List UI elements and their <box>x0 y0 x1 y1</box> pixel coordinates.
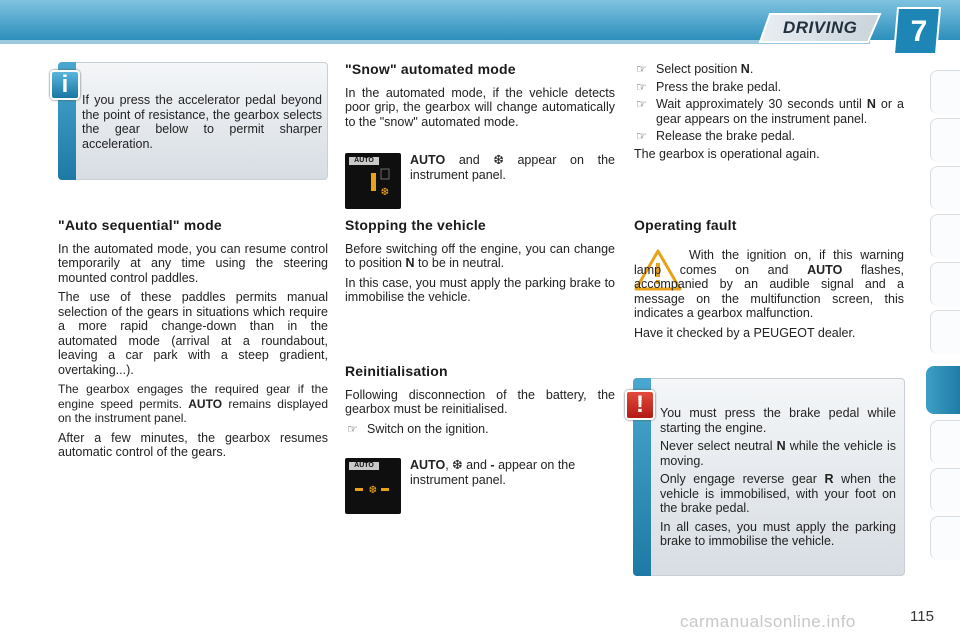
reinit-panel-display <box>345 458 401 514</box>
reinit-caption-d: appear on the instrument panel. <box>410 458 576 487</box>
warning-p2 <box>660 439 896 468</box>
step-bullet-3 <box>634 97 904 126</box>
operating-fault-p1-auto: AUTO <box>807 262 843 277</box>
pointing-hand-icon: ☞ <box>347 421 358 436</box>
snow-caption-rest: and ❆ appear on the instrument panel. <box>410 153 615 182</box>
auto-sequential-p3-c: remains displayed on the instrument panel. <box>58 396 328 425</box>
side-tab-2[interactable] <box>930 118 960 162</box>
warning-p2-n: N <box>776 439 786 453</box>
reinitialisation-bullet-1 <box>345 422 615 437</box>
side-tab-10[interactable] <box>930 516 960 560</box>
pointing-hand-icon: ☞ <box>636 62 647 76</box>
stopping-p1-a: Before switching off the engine, you can change to position <box>345 241 615 270</box>
info-icon: i <box>50 70 80 100</box>
operating-fault-p2: Have it checked by a PEUGEOT dealer. <box>634 325 856 340</box>
pointing-hand-icon: ☞ <box>636 129 647 143</box>
snow-mode-p1: In the automated mode, if the vehicle detects poor grip, the gearbox will change automatically to the "snow" automated mode. <box>345 85 615 129</box>
warning-p3-r: R <box>824 472 834 486</box>
side-tab-5[interactable] <box>930 262 960 306</box>
operating-fault-heading: Operating fault <box>634 217 737 233</box>
step-1-a: Select position <box>656 62 741 76</box>
auto-sequential-heading: "Auto sequential" mode <box>58 217 222 233</box>
reinit-caption-b: , ❆ and <box>445 458 491 472</box>
snow-mode-section <box>345 62 615 134</box>
step-3-a: Wait approximately 30 seconds until <box>656 97 867 111</box>
header-band <box>0 0 960 48</box>
reinitialisation-section <box>345 364 615 439</box>
stopping-p1-n: N <box>405 256 415 270</box>
warning-p3-a: Only engage reverse gear <box>660 472 825 486</box>
reinitialisation-p1: Following disconnection of the battery, the gearbox must be reinitialised. <box>345 387 615 416</box>
operating-fault-text <box>634 248 904 345</box>
reinit-caption-auto: AUTO <box>410 458 446 472</box>
warning-p3-c: when the vehicle is immobilised, with your foot on the brake pedal. <box>660 472 896 515</box>
step-bullet-2 <box>634 80 904 95</box>
step-1-n: N <box>740 62 750 76</box>
reinit-caption-dash: - <box>490 458 495 472</box>
snow-caption-auto: AUTO <box>410 153 446 167</box>
step-4-text: Release the brake pedal. <box>656 129 795 143</box>
auto-sequential-p3-auto: AUTO <box>188 396 223 411</box>
reinitialisation-heading: Reinitialisation <box>345 363 448 379</box>
operating-fault-section <box>634 218 904 242</box>
auto-sequential-p3-a: The gearbox engages the required gear if the engine speed permits. <box>58 382 328 411</box>
step-2-text: Press the brake pedal. <box>656 79 782 94</box>
snow-mode-panel-image <box>345 153 401 209</box>
svg-text:❆: ❆ <box>368 485 378 496</box>
auto-sequential-p3 <box>58 382 328 426</box>
step-1-c: . <box>749 62 754 76</box>
side-tab-7-active[interactable] <box>926 366 960 414</box>
warning-p2-c: while the vehicle is moving. <box>660 439 896 468</box>
stopping-p1-c: to be in neutral. <box>414 256 505 270</box>
side-tab-4[interactable] <box>930 214 960 258</box>
operating-fault-p1-a: With the ignition on, if this warning lamp comes on and <box>634 248 904 277</box>
auto-sequential-p4: After a few minutes, the gearbox resumes automatic control of the gears. <box>58 430 328 459</box>
step-bullet-1 <box>634 62 904 77</box>
operating-fault-p1 <box>634 248 904 321</box>
page-number: 115 <box>910 608 934 625</box>
warning-p4: In all cases, you must apply the parking brake to immobilise the vehicle. <box>660 519 896 548</box>
step-bullet-4 <box>634 129 904 144</box>
warning-icon: ! <box>625 390 655 420</box>
warning-p2-a: Never select neutral <box>660 439 777 453</box>
reinit-caption <box>410 458 615 492</box>
snow-mode-heading: "Snow" automated mode <box>345 61 516 77</box>
watermark: carmanualsonline.info <box>680 612 856 631</box>
operating-fault-p1-c: flashes, accompanied by an audible signal and a message on the multifunction screen, this indicates a gearbox malfunction. <box>634 262 905 320</box>
stopping-p1 <box>345 242 615 271</box>
side-tab-3[interactable] <box>930 166 960 210</box>
snow-panel-display <box>345 153 401 209</box>
reinitialisation-bullet-1-text: Switch on the ignition. <box>367 421 489 436</box>
stopping-p2: In this case, you must apply the parking brake to immobilise the vehicle. <box>345 275 615 304</box>
auto-sequential-p1: In the automated mode, you can resume control temporarily at any time using the steering mounted control paddles. <box>58 241 328 285</box>
reinit-panel-image <box>345 458 401 514</box>
snow-mode-caption <box>410 153 615 187</box>
side-tab-8[interactable] <box>930 420 960 464</box>
warning-box-text <box>660 406 896 553</box>
pointing-hand-icon: ☞ <box>636 97 647 111</box>
warning-p3 <box>660 472 896 516</box>
step-3-n: N <box>866 97 876 111</box>
snow-panel-auto-label: AUTO <box>349 157 379 165</box>
side-tab-6[interactable] <box>930 310 960 354</box>
pointing-hand-icon: ☞ <box>636 79 647 94</box>
page-title: DRIVING <box>783 18 858 37</box>
chapter-number: 7 <box>910 15 928 48</box>
reinit-steps-section <box>634 62 904 166</box>
svg-text:❆: ❆ <box>380 187 390 198</box>
step-3-c: or a gear appears on the instrument panel. <box>656 97 905 126</box>
side-tab-9[interactable] <box>930 468 960 512</box>
stopping-heading: Stopping the vehicle <box>345 217 486 233</box>
auto-sequential-section <box>58 218 328 465</box>
warning-p1: You must press the brake pedal while starting the engine. <box>660 406 896 435</box>
side-tab-1[interactable] <box>930 70 960 114</box>
auto-sequential-p2: The use of these paddles permits manual selection of the gears in situations which require a more rapid change-down than in the automated mode (arrival at a roundabout, leaving a car park with a steep gradient, overtaking...). <box>58 290 328 377</box>
stopping-section <box>345 218 615 310</box>
steps-after-text: The gearbox is operational again. <box>634 146 820 161</box>
info-box-text: If you press the accelerator pedal beyond the point of resistance, the gearbox selects the gear below to permit sharper acceleration. <box>82 93 322 151</box>
reinit-panel-auto-label: AUTO <box>349 462 379 470</box>
